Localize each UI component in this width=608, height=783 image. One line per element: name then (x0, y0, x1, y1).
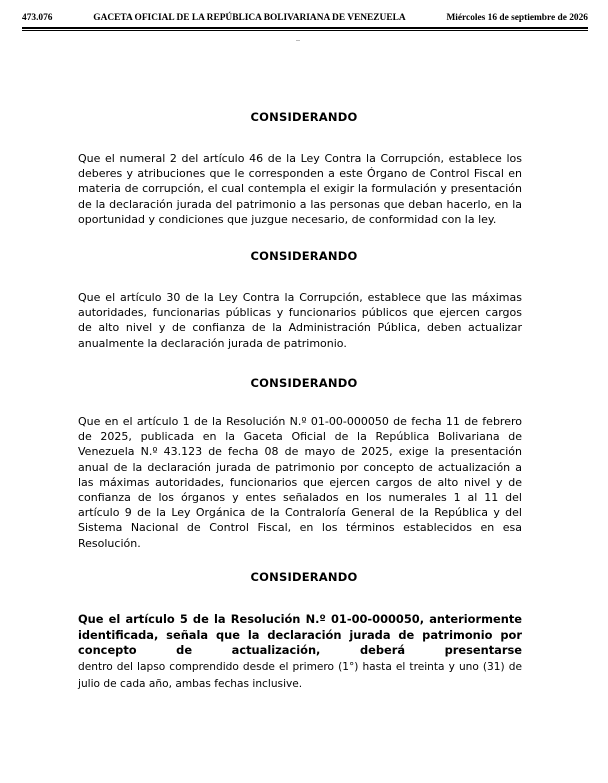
section-heading-2: CONSIDERANDO (250, 249, 358, 263)
header-rule-thick (22, 27, 588, 29)
gazette-date: Miércoles 16 de septiembre de 2026 (446, 13, 588, 23)
header-rule-thin (22, 30, 588, 31)
gazette-number: 473.076 (22, 13, 53, 23)
gazette-header (22, 13, 588, 23)
section-heading-4: CONSIDERANDO (250, 570, 358, 584)
section-paragraph-3: Que en el artículo 1 de la Resolución N.º 01-00-000050 de fecha 11 de febrero de 2025, publicada en la Gaceta Oficial de la República Bolivariana de Venezuela N.º 43.123 de fecha 08 de mayo de 2025, exige la presentación anual de la declaración jurada de patrimonio por concepto de actualización a las máximas autoridades, funcionarios que ejercen cargos de alto nivel y de confianza de los órganos y entes señalados en los numerales 1 al 11 del artículo 9 de la Ley Orgánica de la Contraloría General de la República y del Sistema Nacional de Control Fiscal, en los términos establecidos en esa Resolución. (78, 415, 522, 550)
section-paragraph-4-bold: Que el artículo 5 de la Resolución N.º 01-00-000050, anteriormente identificada, señala que la declaración jurada de patrimonio por concepto de actualización, deberá presentarse (78, 612, 522, 658)
section-paragraph-1: Que el numeral 2 del artículo 46 de la Ley Contra la Corrupción, establece los deberes y atribuciones que le corresponden a este Órgano de Control Fiscal en materia de corrupción, el cual contempla el exigir la formulación y presentación de la declaración jurada del patrimonio a las personas que deban hacerlo, en la oportunidad y condiciones que juzgue necesario, de conformidad con la ley. (78, 152, 522, 226)
scan-speck (296, 40, 300, 41)
section-heading-1: CONSIDERANDO (250, 110, 358, 124)
section-paragraph-2: Que el artículo 30 de la Ley Contra la Corrupción, establece que las máximas autoridades, funcionarias públicas y funcionarios públicos que ejercen cargos de alto nivel y de confianza de la Administración Pública, deben actualizar anualmente la declaración jurada de patrimonio. (78, 291, 522, 350)
gazette-title: GACETA OFICIAL DE LA REPÚBLICA BOLIVARIANA DE VENEZUELA (93, 13, 406, 23)
section-paragraph-4-rest: dentro del lapso comprendido desde el primero (1°) hasta el treinta y uno (31) de julio de cada año, ambas fechas inclusive. (78, 661, 522, 690)
section-heading-3: CONSIDERANDO (250, 376, 358, 390)
